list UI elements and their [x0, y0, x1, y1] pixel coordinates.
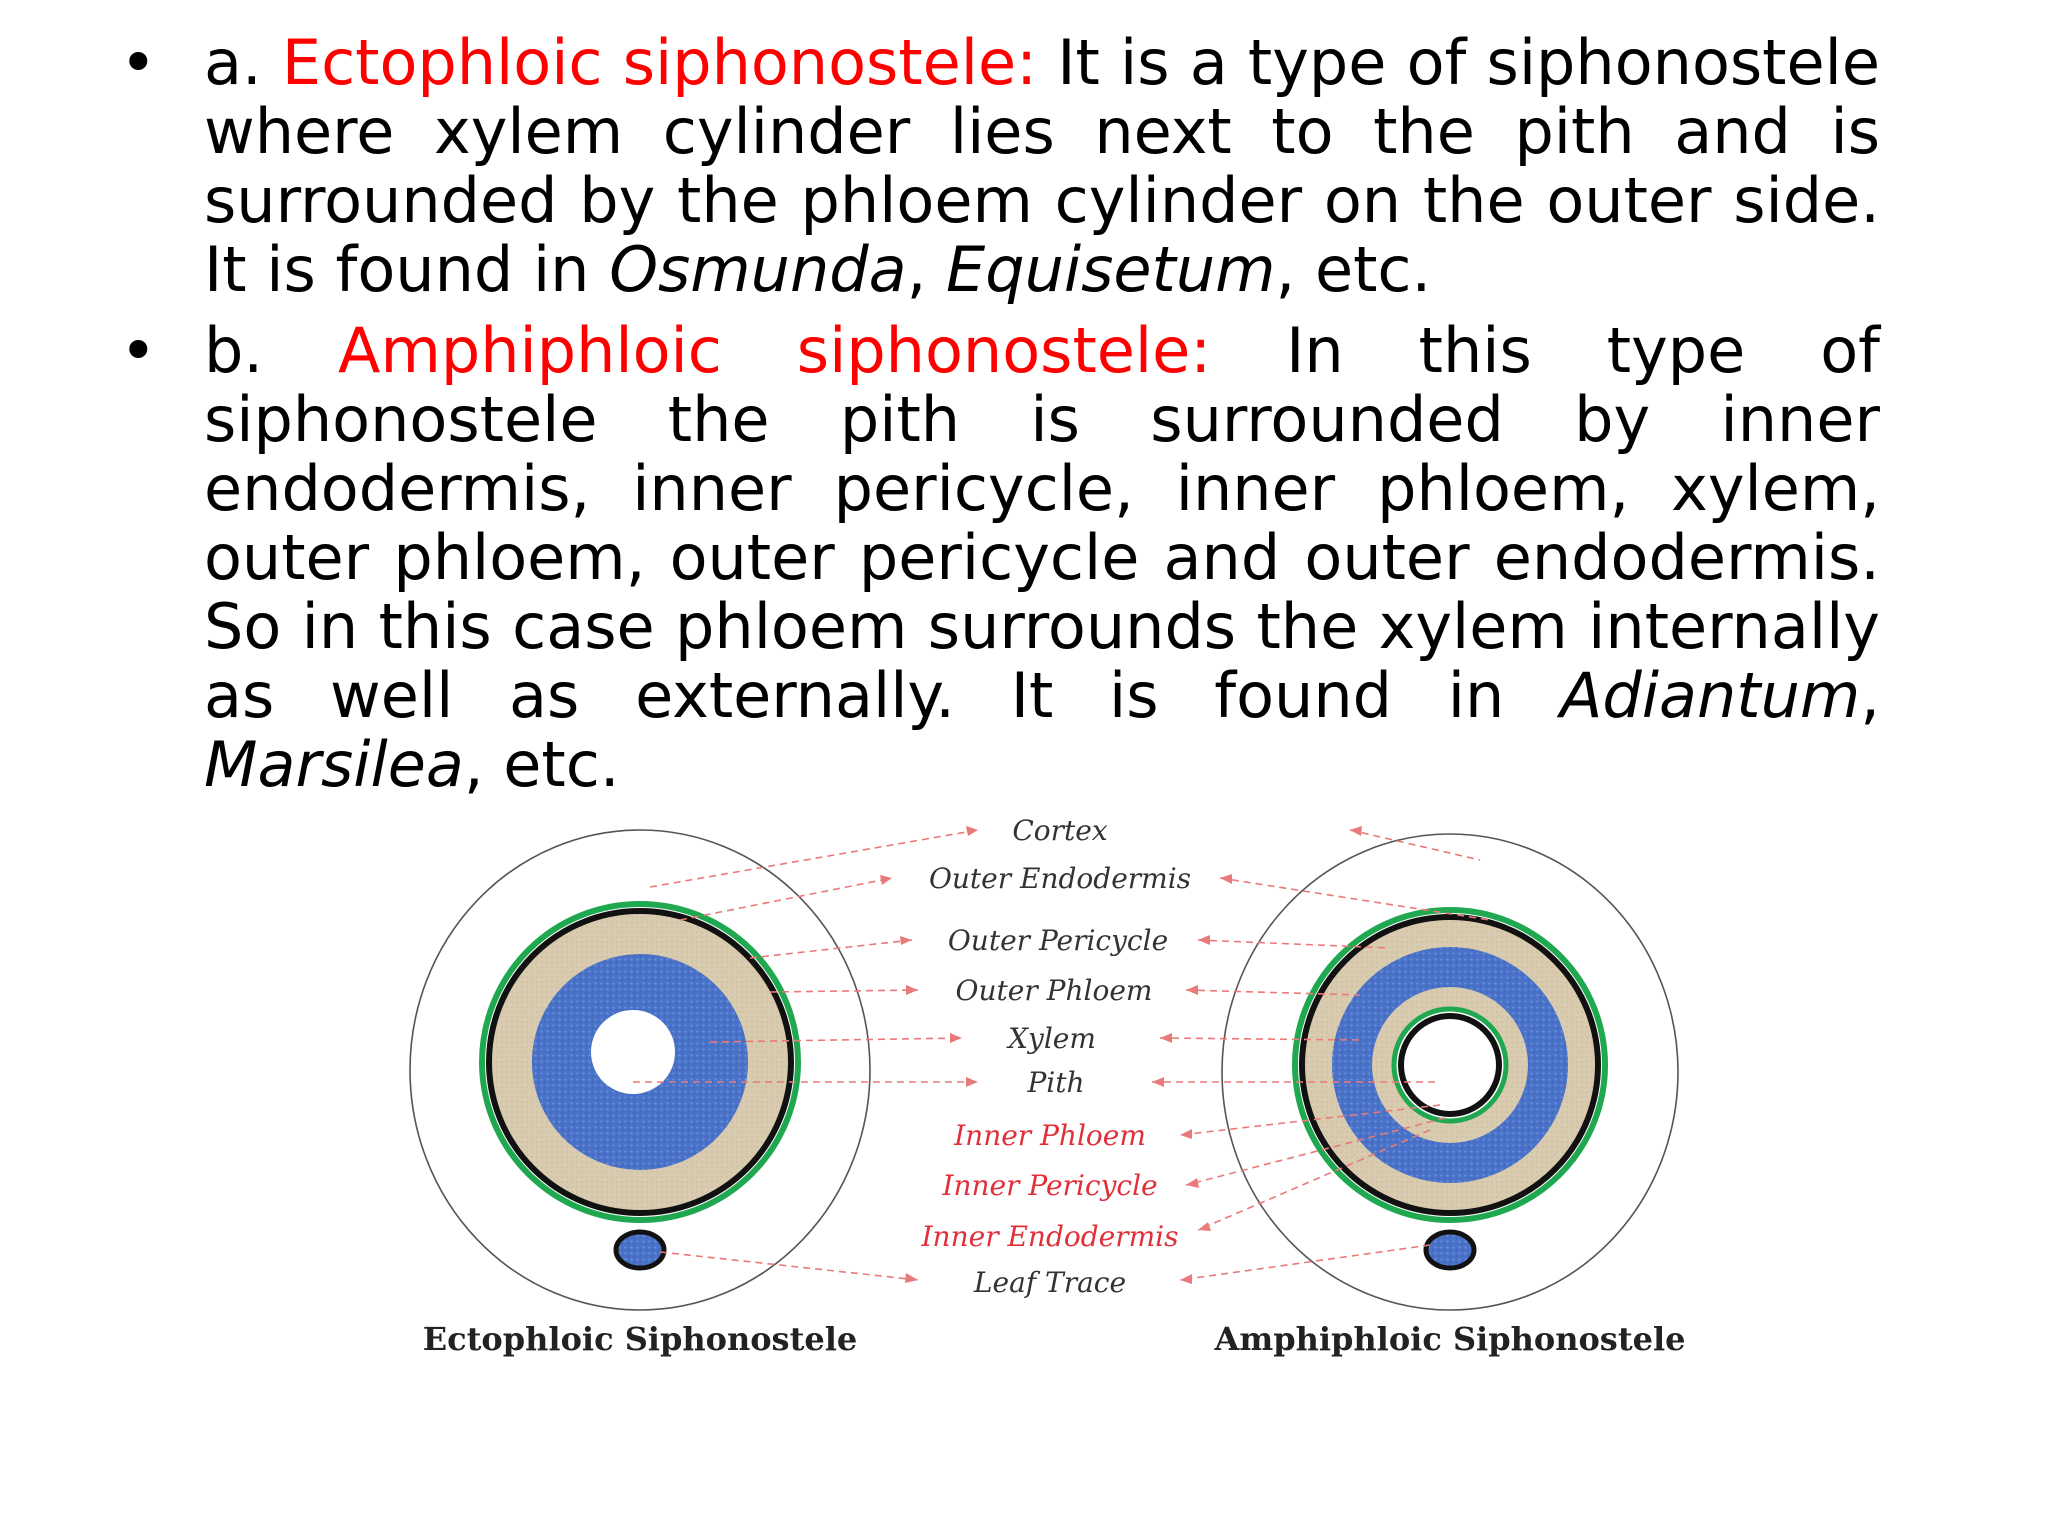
label-outer-endodermis: Outer Endodermis	[928, 862, 1192, 895]
bullet-dot-icon: •	[120, 26, 157, 99]
bullet-dot-icon: •	[120, 314, 157, 387]
label-leaf-trace: Leaf Trace	[973, 1266, 1127, 1299]
label-outer-phloem: Outer Phloem	[955, 974, 1153, 1007]
label-inner-phloem: Inner Phloem	[954, 1119, 1146, 1152]
bullet-end: , etc.	[1275, 233, 1432, 306]
label-inner-endodermis: Inner Endodermis	[921, 1220, 1179, 1253]
species-name: Equisetum	[946, 233, 1276, 306]
bullet-text: It is a type of siphonostele where xylem cylinder lies next to the pith and is surrounded by the phloem cylinder on the outer side. It is found in	[204, 26, 1880, 306]
label-outer-pericycle: Outer Pericycle	[947, 924, 1169, 957]
bullet-text: In this type of siphonostele the pith is surrounded by inner endodermis, inner pericycle, inner phloem, xylem, outer phloem, outer pericycle and outer endodermis. So in this case phloem surrounds the xylem internally as well as externally. It is found in	[204, 314, 1880, 732]
leaf-trace	[616, 1232, 664, 1268]
label-inner-pericycle: Inner Pericycle	[942, 1169, 1158, 1202]
bullet-ectophloic	[120, 28, 1880, 304]
species-name: Adiantum	[1559, 659, 1861, 732]
structure-labels	[921, 814, 1192, 1299]
species-name: Osmunda	[609, 233, 907, 306]
inner-pericycle-ring	[1401, 1016, 1499, 1114]
label-xylem: Xylem	[1008, 1022, 1096, 1055]
bullet-end: , etc.	[463, 728, 620, 801]
caption-ectophloic: Ectophloic Siphonostele	[422, 1320, 858, 1358]
ectophloic-stem	[410, 830, 870, 1310]
term-ectophloic: Ectophloic siphonostele:	[281, 26, 1038, 99]
bullet-prefix: b.	[204, 314, 339, 387]
separator: ,	[1860, 659, 1880, 732]
separator: ,	[906, 233, 947, 306]
bullet-prefix: a.	[204, 26, 282, 99]
species-name: Marsilea	[204, 728, 464, 801]
siphonostele-diagram	[390, 790, 1730, 1390]
label-pith: Pith	[1027, 1066, 1085, 1099]
leaf-trace	[1426, 1232, 1474, 1268]
bullet-list	[120, 28, 1880, 811]
label-cortex: Cortex	[1012, 814, 1108, 847]
diagram-svg	[390, 790, 1730, 1390]
caption-amphiphloic: Amphiphloic Siphonostele	[1214, 1320, 1686, 1358]
amphiphloic-stem	[1222, 834, 1678, 1310]
term-amphiphloic: Amphiphloic siphonostele:	[338, 314, 1212, 387]
bullet-amphiphloic	[120, 316, 1880, 799]
